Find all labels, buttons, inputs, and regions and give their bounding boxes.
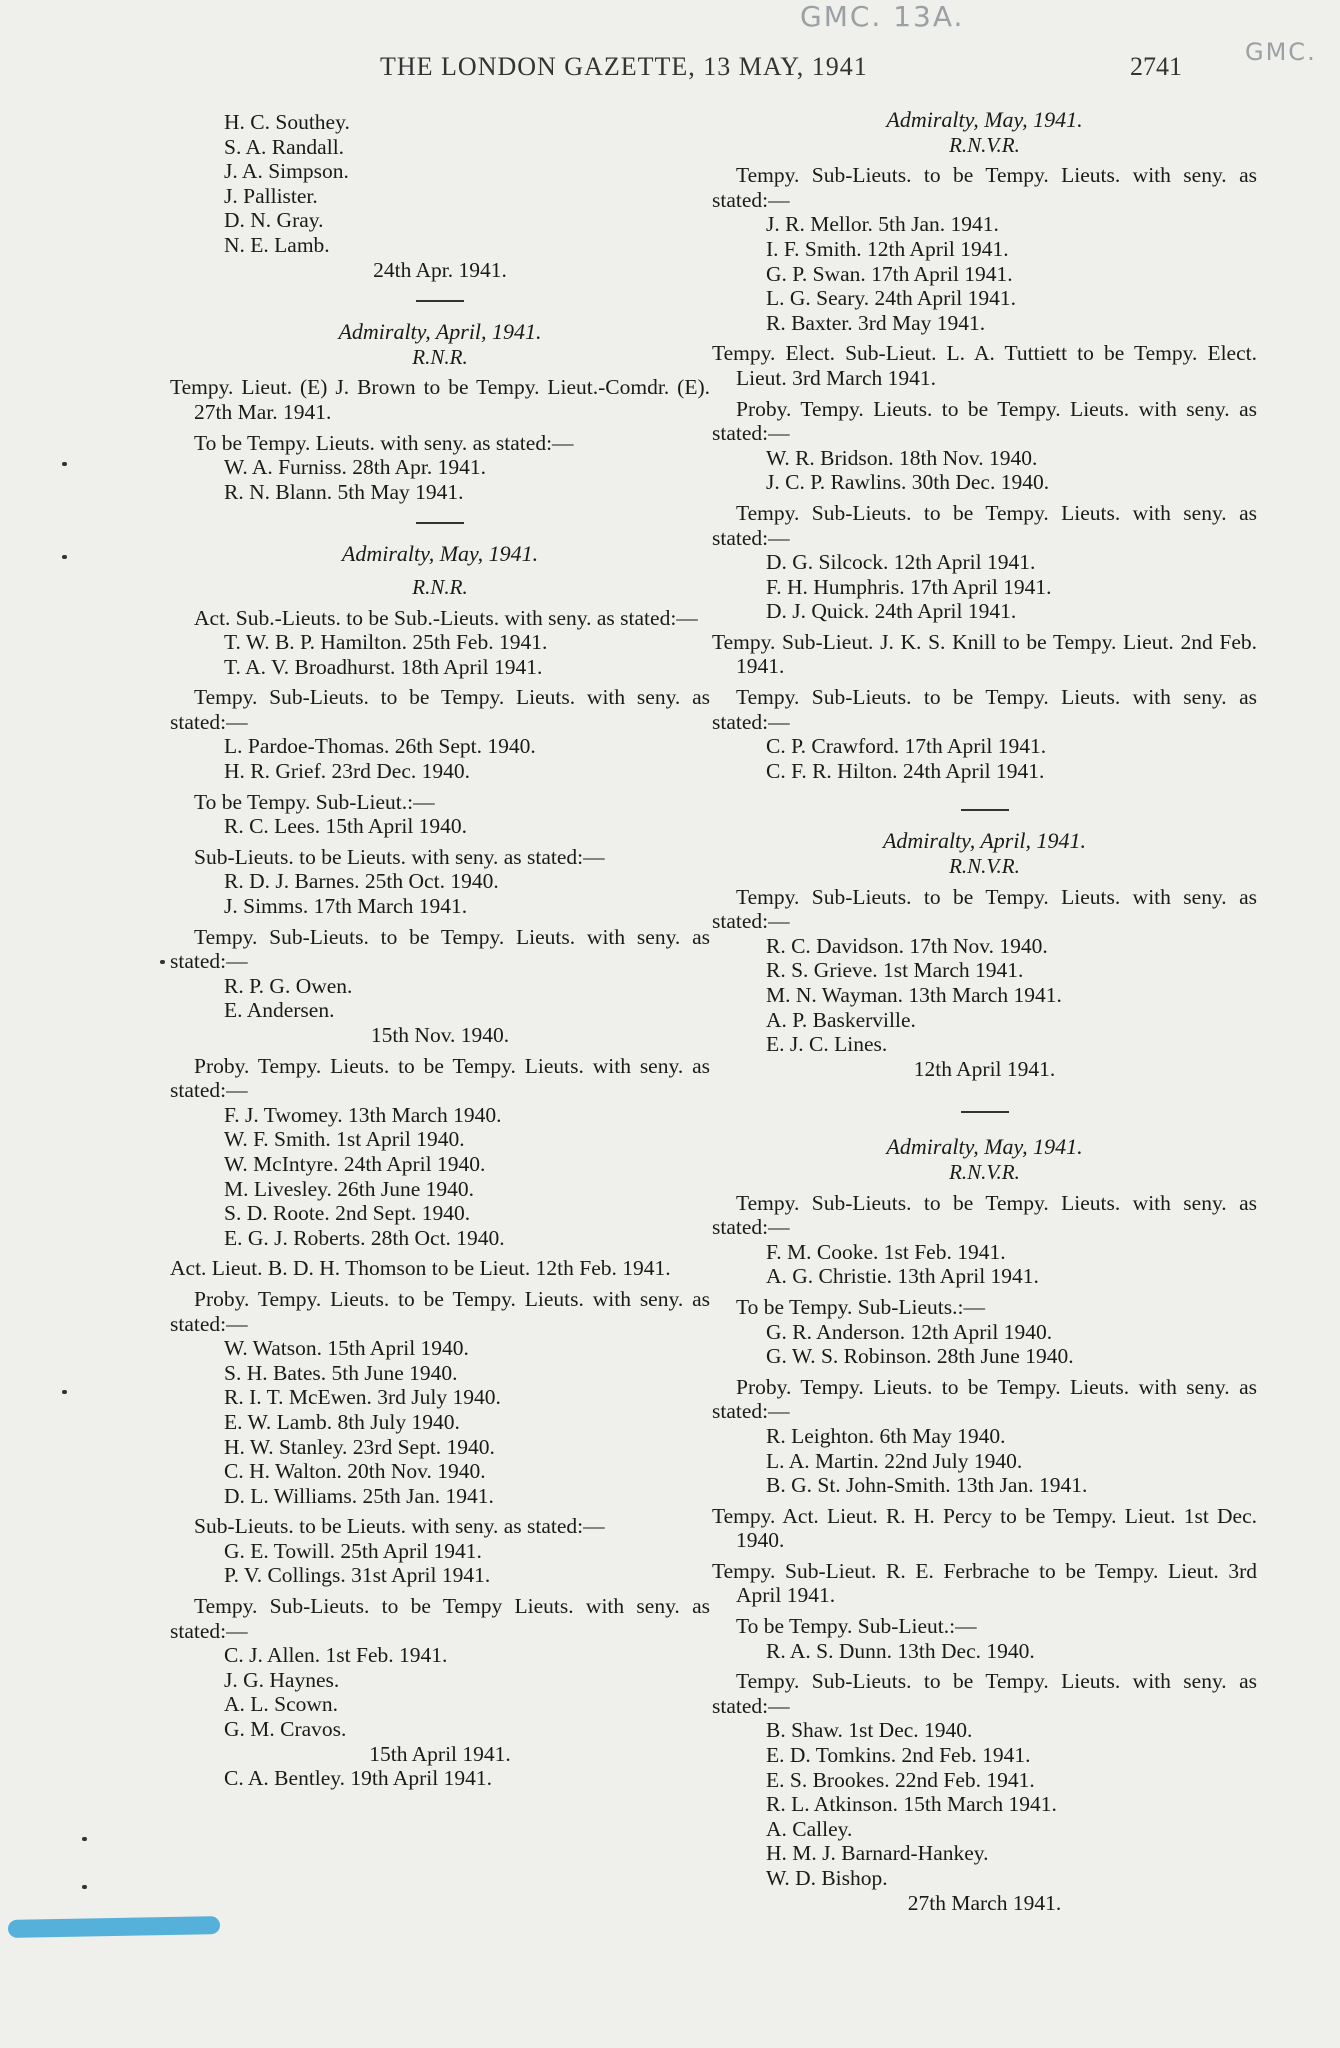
list-item: D. L. Williams. 25th Jan. 1941. <box>224 1483 494 1508</box>
list-item: G. R. Anderson. 12th April 1940. <box>766 1319 1053 1344</box>
appointment-text: To be Tempy. Sub-Lieuts.:— <box>736 1294 985 1319</box>
section-divider <box>416 300 464 302</box>
appointment-text: Act. Lieut. B. D. H. Thomson to be Lieut. 12th Feb. 1941. <box>170 1256 671 1281</box>
appointment-text: Proby. Tempy. Lieuts. to be Tempy. Lieuts. with seny. as stated:— <box>170 1286 710 1336</box>
appointment-text: Tempy. Act. Lieut. R. H. Percy to be Tempy. Lieut. 1st Dec. 1940. <box>712 1503 1257 1553</box>
list-item: F. M. Cooke. 1st Feb. 1941. <box>766 1239 1006 1264</box>
list-item: C. P. Crawford. 17th April 1941. <box>766 734 1047 759</box>
service-label: R.N.V.R. <box>949 854 1020 879</box>
appointment-text: Tempy. Sub-Lieut. J. K. S. Knill to be Tempy. Lieut. 2nd Feb. 1941. <box>712 629 1257 679</box>
effective-date: 15th April 1941. <box>369 1741 511 1766</box>
appointment-text: To be Tempy. Sub-Lieut.:— <box>194 789 435 814</box>
service-label: R.N.V.R. <box>949 1159 1020 1184</box>
appointment-text: Tempy. Sub-Lieuts. to be Tempy. Lieuts. with seny. as stated:— <box>712 500 1257 550</box>
ink-speck <box>160 960 165 964</box>
list-item: J. Simms. 17th March 1941. <box>224 894 468 919</box>
list-item: W. A. Furniss. 28th Apr. 1941. <box>224 455 487 480</box>
appointment-text: Tempy. Lieut. (E) J. Brown to be Tempy. Lieut.-Comdr. (E). 27th Mar. 1941. <box>170 375 710 424</box>
list-item: R. D. J. Barnes. 25th Oct. 1940. <box>224 869 499 894</box>
list-item: T. W. B. P. Hamilton. 25th Feb. 1941. <box>224 630 548 655</box>
effective-date: 15th Nov. 1940. <box>370 1023 510 1047</box>
list-item: H. C. Southey. <box>224 110 350 134</box>
list-item: S. H. Bates. 5th June 1940. <box>224 1360 458 1385</box>
list-item: P. V. Collings. 31st April 1941. <box>224 1563 491 1588</box>
appointment-text: Tempy. Sub-Lieuts. to be Tempy. Lieuts. with seny. as stated:— <box>712 685 1257 734</box>
service-label: R.N.R. <box>412 574 468 599</box>
section-divider <box>961 1111 1009 1113</box>
left-column <box>170 110 710 1791</box>
ink-speck <box>62 1390 67 1394</box>
list-item: J. C. P. Rawlins. 30th Dec. 1940. <box>766 470 1050 495</box>
list-item: J. A. Simpson. <box>224 159 349 184</box>
list-item: R. L. Atkinson. 15th March 1941. <box>766 1792 1057 1817</box>
appointment-text: Tempy. Sub-Lieut. R. E. Ferbrache to be Tempy. Lieut. 3rd April 1941. <box>712 1558 1257 1608</box>
list-item: M. Livesley. 26th June 1940. <box>224 1176 475 1201</box>
list-item: L. A. Martin. 22nd July 1940. <box>766 1448 1023 1473</box>
highlighter-mark <box>8 1916 220 1938</box>
list-item: A. L. Scown. <box>224 1692 339 1717</box>
list-item: F. J. Twomey. 13th March 1940. <box>224 1102 502 1127</box>
list-item: R. C. Lees. 15th April 1940. <box>224 814 468 839</box>
list-item: A. Calley. <box>766 1816 853 1841</box>
appointment-text: Act. Sub.-Lieuts. to be Sub.-Lieuts. with seny. as stated:— <box>194 605 698 630</box>
list-item: R. Leighton. 6th May 1940. <box>766 1423 1006 1448</box>
appointment-text: Tempy. Sub-Lieuts. to be Tempy. Lieuts. with seny. as stated:— <box>170 685 710 734</box>
list-item: W. R. Bridson. 18th Nov. 1940. <box>766 445 1038 470</box>
list-item: G. E. Towill. 25th April 1941. <box>224 1538 482 1563</box>
list-item: B. Shaw. 1st Dec. 1940. <box>766 1718 973 1743</box>
appointment-text: Tempy. Sub-Lieuts. to be Tempy. Lieuts. with seny. as stated:— <box>712 1669 1257 1718</box>
list-item: R. I. T. McEwen. 3rd July 1940. <box>224 1385 501 1410</box>
section-heading: Admiralty, May, 1941. <box>886 107 1083 132</box>
handwritten-note-right: GMC. <box>1245 38 1317 66</box>
section-divider <box>416 522 464 524</box>
ink-speck <box>62 555 67 559</box>
list-item: R. P. G. Owen. <box>224 973 353 998</box>
right-column <box>712 108 1257 1915</box>
appointment-text: Tempy. Sub-Lieuts. to be Tempy. Lieuts. with seny. as stated:— <box>712 884 1257 934</box>
list-item: C. H. Walton. 20th Nov. 1940. <box>224 1459 486 1484</box>
list-item: C. J. Allen. 1st Feb. 1941. <box>224 1643 448 1668</box>
effective-date: 12th April 1941. <box>913 1056 1056 1081</box>
effective-date: 24th Apr. 1941. <box>373 257 507 282</box>
list-item: E. Andersen. <box>224 998 335 1023</box>
section-heading: Admiralty, April, 1941. <box>338 319 542 345</box>
gazette-title: THE LONDON GAZETTE, 13 MAY, 1941 <box>380 52 868 81</box>
list-item: R. N. Blann. 5th May 1941. <box>224 479 464 504</box>
list-item: H. M. J. Barnard-Hankey. <box>766 1841 989 1866</box>
appointment-text: Sub-Lieuts. to be Lieuts. with seny. as stated:— <box>194 1514 605 1539</box>
list-item: G. P. Swan. 17th April 1941. <box>766 261 1013 286</box>
list-item: H. W. Stanley. 23rd Sept. 1940. <box>224 1434 495 1459</box>
service-label: R.N.R. <box>412 344 468 369</box>
list-item: C. A. Bentley. 19th April 1941. <box>224 1766 492 1791</box>
list-item: J. R. Mellor. 5th Jan. 1941. <box>766 212 999 237</box>
name-list <box>170 110 710 258</box>
list-item: I. F. Smith. 12th April 1941. <box>766 236 1009 261</box>
list-item: G. M. Cravos. <box>224 1717 347 1742</box>
list-item: R. A. S. Dunn. 13th Dec. 1940. <box>766 1638 1035 1663</box>
section-divider <box>961 809 1009 811</box>
list-item: E. W. Lamb. 8th July 1940. <box>224 1409 460 1434</box>
list-item: E. J. C. Lines. <box>766 1032 888 1057</box>
list-item: S. A. Randall. <box>224 134 345 159</box>
appointment-text: To be Tempy. Lieuts. with seny. as stated:— <box>194 430 574 455</box>
list-item: D. J. Quick. 24th April 1941. <box>766 599 1017 624</box>
list-item: R. Baxter. 3rd May 1941. <box>766 310 986 335</box>
appointment-text: Proby. Tempy. Lieuts. to be Tempy. Lieuts. with seny. as stated:— <box>712 396 1257 446</box>
list-item: W. F. Smith. 1st April 1940. <box>224 1127 465 1152</box>
service-label: R.N.V.R. <box>949 132 1020 157</box>
list-item: W. Watson. 15th April 1940. <box>224 1336 469 1361</box>
appointment-text: Proby. Tempy. Lieuts. to be Tempy. Lieuts. with seny. as stated:— <box>712 1374 1257 1424</box>
list-item: L. Pardoe-Thomas. 26th Sept. 1940. <box>224 734 536 759</box>
appointment-text: Tempy. Sub-Lieuts. to be Tempy Lieuts. with seny. as stated:— <box>170 1594 710 1643</box>
list-item: W. McIntyre. 24th April 1940. <box>224 1151 486 1176</box>
list-item: D. G. Silcock. 12th April 1941. <box>766 550 1036 575</box>
appointment-text: Tempy. Sub-Lieuts. to be Tempy. Lieuts. with seny. as stated:— <box>170 924 710 974</box>
appointment-text: Tempy. Sub-Lieuts. to be Tempy. Lieuts. with seny. as stated:— <box>712 163 1257 212</box>
list-item: A. G. Christie. 13th April 1941. <box>766 1264 1039 1289</box>
list-item: H. R. Grief. 23rd Dec. 1940. <box>224 759 471 784</box>
list-item: E. S. Brookes. 22nd Feb. 1941. <box>766 1767 1035 1792</box>
list-item: R. S. Grieve. 1st March 1941. <box>766 958 1024 983</box>
ink-speck <box>62 462 67 466</box>
list-item: L. G. Seary. 24th April 1941. <box>766 286 1017 311</box>
section-heading: Admiralty, April, 1941. <box>882 828 1087 854</box>
appointment-text: To be Tempy. Sub-Lieut.:— <box>736 1614 977 1639</box>
page-header <box>0 42 1340 92</box>
list-item: R. C. Davidson. 17th Nov. 1940. <box>766 933 1048 958</box>
page-number: 2741 <box>1130 52 1182 81</box>
list-item: D. N. Gray. <box>224 208 324 233</box>
list-item: T. A. V. Broadhurst. 18th April 1941. <box>224 654 543 679</box>
list-item: J. G. Haynes. <box>224 1667 340 1692</box>
appointment-text: Sub-Lieuts. to be Lieuts. with seny. as stated:— <box>194 844 605 869</box>
list-item: S. D. Roote. 2nd Sept. 1940. <box>224 1201 471 1226</box>
section-heading: Admiralty, May, 1941. <box>886 1134 1083 1160</box>
appointment-text: Tempy. Sub-Lieuts. to be Tempy. Lieuts. with seny. as stated:— <box>712 1190 1257 1240</box>
appointment-text: Proby. Tempy. Lieuts. to be Tempy. Lieuts. with seny. as stated:— <box>170 1053 710 1103</box>
ink-speck <box>82 1885 87 1889</box>
list-item: W. D. Bishop. <box>766 1866 888 1890</box>
list-item: C. F. R. Hilton. 24th April 1941. <box>766 758 1045 783</box>
effective-date: 27th March 1941. <box>907 1890 1062 1915</box>
list-item: N. E. Lamb. <box>224 232 330 257</box>
list-item: A. P. Baskerville. <box>766 1007 916 1032</box>
ink-speck <box>82 1837 87 1841</box>
list-item: E. D. Tomkins. 2nd Feb. 1941. <box>766 1743 1031 1768</box>
list-item: B. G. St. John-Smith. 13th Jan. 1941. <box>766 1473 1088 1498</box>
list-item: F. H. Humphris. 17th April 1941. <box>766 574 1052 599</box>
list-item: J. Pallister. <box>224 183 318 208</box>
handwritten-note-top: GMC. 13A. <box>800 0 965 33</box>
section-heading: Admiralty, May, 1941. <box>341 541 539 567</box>
list-item: M. N. Wayman. 13th March 1941. <box>766 983 1062 1007</box>
list-item: G. W. S. Robinson. 28th June 1940. <box>766 1344 1074 1369</box>
appointment-text: Tempy. Elect. Sub-Lieut. L. A. Tuttiett to be Tempy. Elect. Lieut. 3rd March 1941. <box>712 341 1257 390</box>
list-item: E. G. J. Roberts. 28th Oct. 1940. <box>224 1225 505 1250</box>
